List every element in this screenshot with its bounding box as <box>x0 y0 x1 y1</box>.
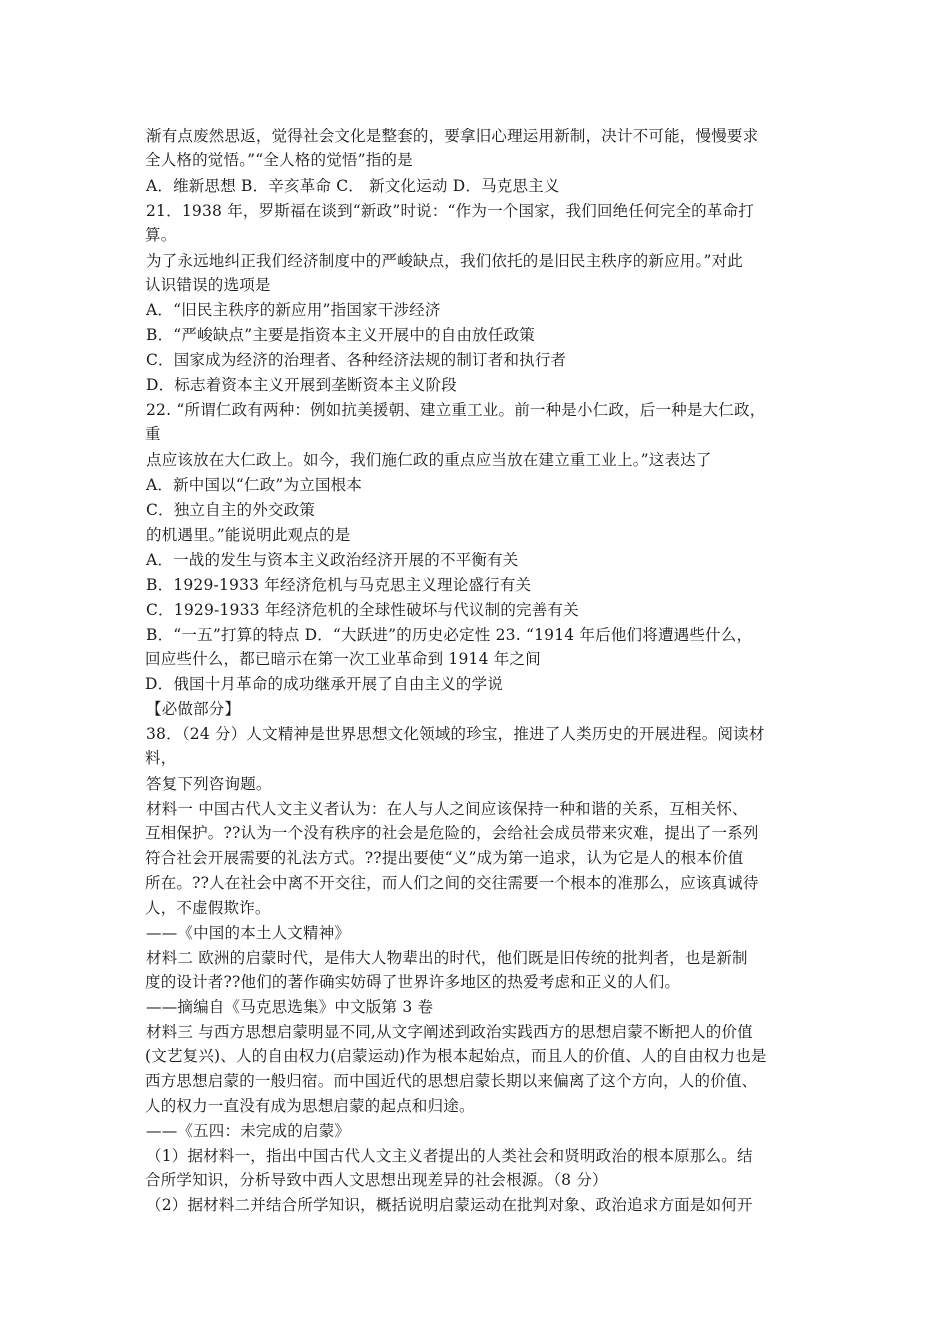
option-line: C．1929-1933 年经济危机的全球性破坏与代议制的完善有关 <box>146 601 579 619</box>
source-line: ——摘编自《马克思选集》中文版第 3 卷 <box>146 998 434 1016</box>
option-line: A．“旧民主秩序的新应用”指国家干涉经济 <box>146 301 441 319</box>
section-heading: 【必做部分】 <box>146 700 241 718</box>
text-line: 合所学知识，分析导致中西人文思想出现差异的社会根源。（8 分） <box>145 1171 608 1189</box>
option-line: A．一战的发生与资本主义政治经济开展的不平衡有关 <box>146 551 519 569</box>
text-line: (文艺复兴)、人的自由权力(启蒙运动)作为根本起始点，而且人的价值、人的自由权力也是 <box>145 1047 767 1065</box>
material-1: 材料一 中国古代人文主义者认为：在人与人之间应该保持一种和谐的关系，互相关怀、 <box>146 800 748 818</box>
text-line: 人的权力一直没有成为思想启蒙的起点和归途。 <box>145 1097 475 1115</box>
text-line: 西方思想启蒙的一般归宿。而中国近代的思想启蒙长期以来偏离了这个方向，人的价值、 <box>145 1072 758 1090</box>
source-line: ——《五四：未完成的启蒙》 <box>146 1122 351 1140</box>
text-line: 人，不虚假欺诈。 <box>145 899 271 917</box>
text-line: 算。 <box>145 226 177 244</box>
text-line: 互相保护。??认为一个没有秩序的社会是危险的，会给社会成员带来灾难，提出了一系列 <box>145 824 759 842</box>
text-line: 符合社会开展需要的礼法方式。??提出要使“义”成为第一追求，认为它是人的根本价值 <box>145 849 744 867</box>
question-38: 38．（24 分）人文精神是世界思想文化领域的珍宝，推进了人类历史的开展进程。阅读材 <box>146 725 765 743</box>
text-line: 渐有点废然思返，觉得社会文化是整套的，要拿旧心理运用新制，决计不可能，慢慢要求 <box>146 127 759 145</box>
option-line: D．标志着资本主义开展到垄断资本主义阶段 <box>146 376 457 394</box>
text-line: 的机遇里。”能说明此观点的是 <box>146 526 351 544</box>
text-line: 全人格的觉悟。”“全人格的觉悟”指的是 <box>145 151 413 169</box>
option-line: A．新中国以“仁政”为立国根本 <box>146 476 363 494</box>
question-21: 21．1938 年，罗斯福在谈到“新政”时说：“作为一个国家，我们回绝任何完全的革命打 <box>146 202 754 220</box>
source-line: ——《中国的本土人文精神》 <box>146 924 351 942</box>
text-line: 回应些什么，都已暗示在第一次工业革命到 1914 年之间 <box>145 650 541 668</box>
option-line: A．维新思想 B．辛亥革命 C． 新文化运动 D．马克思主义 <box>146 177 560 195</box>
option-line: C．国家成为经济的治理者、各种经济法规的制订者和执行者 <box>146 351 567 369</box>
sub-question-2: （2）据材料二并结合所学知识，概括说明启蒙运动在批判对象、政治追求方面是如何开 <box>146 1196 753 1214</box>
text-line: 所在。??人在社会中离不开交往，而人们之间的交往需要一个根本的准那么，应该真诚待 <box>145 874 759 892</box>
text-line: 为了永远地纠正我们经济制度中的严峻缺点，我们依托的是旧民主秩序的新应用。”对此 <box>146 252 743 270</box>
text-line: 认识错误的选项是 <box>145 276 271 294</box>
sub-question-1: （1）据材料一，指出中国古代人文主义者提出的人类社会和贤明政治的根本原那么。结 <box>146 1147 753 1165</box>
option-line: B．1929-1933 年经济危机与马克思主义理论盛行有关 <box>146 576 532 594</box>
option-line: B．“严峻缺点”主要是指资本主义开展中的自由放任政策 <box>146 326 535 344</box>
text-line: 点应该放在大仁政上。如今，我们施仁政的重点应当放在建立重工业上。”这表达了 <box>146 451 712 469</box>
option-line: C．独立自主的外交政策 <box>146 501 316 519</box>
text-line: 料， <box>145 749 177 767</box>
text-line: 答复下列咨询题。 <box>146 775 272 793</box>
material-3: 材料三 与西方思想启蒙明显不同,从文字阐述到政治实践西方的思想启蒙不断把人的价值 <box>146 1023 753 1041</box>
option-line: D．俄国十月革命的成功继承开展了自由主义的学说 <box>145 675 504 693</box>
question-22: 22. “所谓仁政有两种：例如抗美援朝、建立重工业。前一种是小仁政，后一种是大仁政， <box>146 401 766 419</box>
text-line: 度的设计者??他们的著作确实妨碍了世界许多地区的热爱考虑和正义的人们。 <box>145 973 681 991</box>
question-23: B．“一五”打算的特点 D．“大跃进”的历史必定性 23. “1914 年后他们将遭遇些什么， <box>146 626 753 644</box>
material-2: 材料二 欧洲的启蒙时代，是伟大人物辈出的时代，他们既是旧传统的批判者，也是新制 <box>146 949 748 967</box>
text-line: 重 <box>145 425 161 443</box>
